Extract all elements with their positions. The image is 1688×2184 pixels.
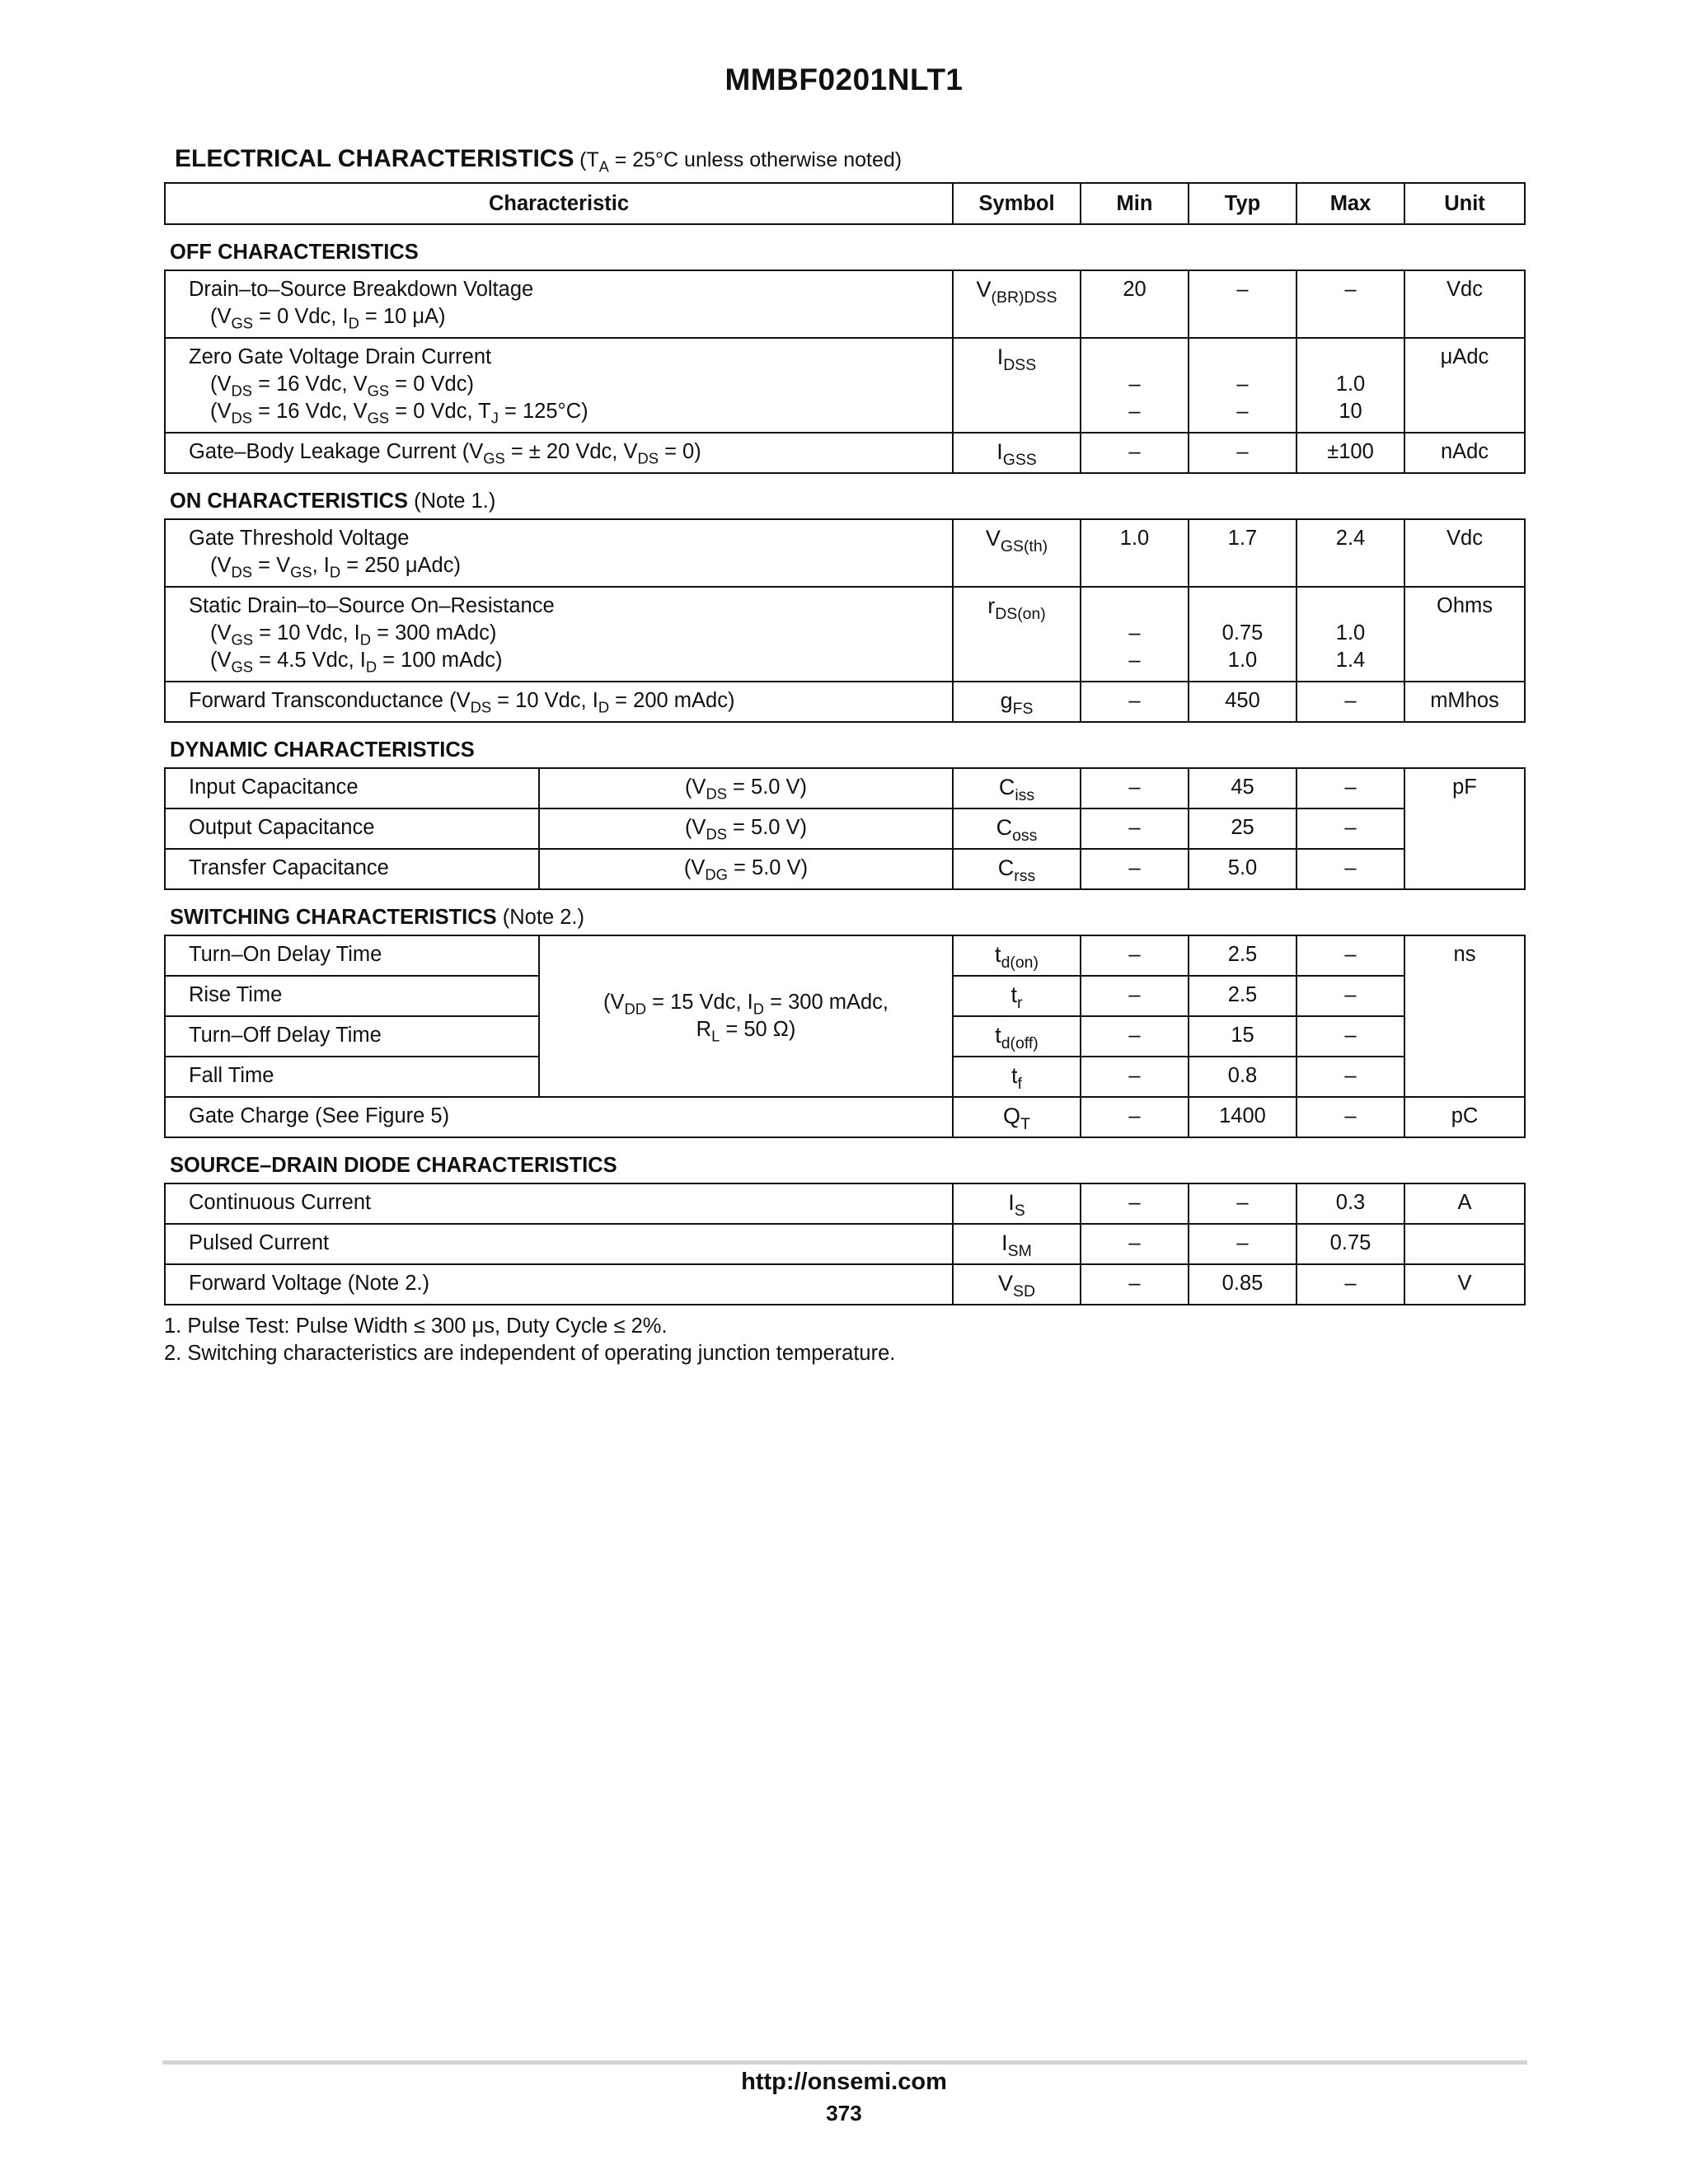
characteristic-cell: Gate Threshold Voltage ($V_{DS} = V_{GS}$, $I_D = 250$ μAdc) <box>165 519 953 587</box>
page-number: 373 <box>826 2101 862 2125</box>
characteristic-cell: Static Drain–to–Source On–Resistance ($V_{GS} = 10$ Vdc, $I_D = 300$ mAdc) ($V_{GS} = 4.5$ Vdc, $I_D = 100$ mAdc) <box>165 587 953 682</box>
typ-cell: 0.75 1.0 <box>1189 587 1296 682</box>
symbol-cell: $C_{oss}$ <box>953 808 1081 849</box>
symbol-cell: $I_{GSS}$ <box>953 433 1081 473</box>
characteristic-cell: Pulsed Current <box>165 1224 953 1264</box>
table-row <box>165 433 1525 473</box>
footer-divider <box>162 2060 1527 2064</box>
unit-cell: mMhos <box>1404 682 1525 722</box>
section-heading <box>175 145 903 176</box>
table-row <box>165 808 1525 849</box>
min-cell: – <box>1081 1057 1189 1097</box>
unit-cell: Vdc <box>1404 519 1525 587</box>
min-cell: – <box>1081 1016 1189 1057</box>
section-title-diode: SOURCE–DRAIN DIODE CHARACTERISTICS <box>165 1137 1525 1183</box>
typ-cell: 0.85 <box>1189 1264 1296 1305</box>
symbol-cell: $g_{FS}$ <box>953 682 1081 722</box>
symbol-cell: $t_f$ <box>953 1057 1081 1097</box>
col-header-max: Max <box>1296 183 1404 224</box>
section-row-dynamic <box>165 722 1525 768</box>
characteristic-cell: Turn–On Delay Time <box>165 935 539 976</box>
section-row-off <box>165 224 1525 270</box>
condition-cell: ($V_{DG} = 5.0$ V) <box>539 849 953 889</box>
table-row <box>165 338 1525 433</box>
section-title-on: ON CHARACTERISTICS (Note 1.) <box>165 473 1525 519</box>
characteristic-cell: Continuous Current <box>165 1183 953 1224</box>
typ-cell: 1.7 <box>1189 519 1296 587</box>
typ-cell: 45 <box>1189 768 1296 808</box>
characteristic-cell: Input Capacitance <box>165 768 539 808</box>
table-row <box>165 1097 1525 1137</box>
max-cell: – <box>1296 849 1404 889</box>
heading-label: ELECTRICAL CHARACTERISTICS <box>175 145 574 172</box>
footnote-1: 1. Pulse Test: Pulse Width ≤ 300 μs, Duty Cycle ≤ 2%. <box>164 1315 668 1338</box>
unit-cell: Ohms <box>1404 587 1525 682</box>
min-cell: – <box>1081 433 1189 473</box>
typ-cell: 15 <box>1189 1016 1296 1057</box>
footnote-2: 2. Switching characteristics are independent of operating junction temperature. <box>164 1342 896 1365</box>
typ-cell: – <box>1189 1224 1296 1264</box>
typ-cell: – <box>1189 433 1296 473</box>
symbol-cell: $I_{SM}$ <box>953 1224 1081 1264</box>
table-row <box>165 682 1525 722</box>
table-row <box>165 587 1525 682</box>
section-row-on <box>165 473 1525 519</box>
unit-cell: ns <box>1404 935 1525 1097</box>
table-row <box>165 768 1525 808</box>
unit-cell: V <box>1404 1264 1525 1305</box>
typ-cell: 2.5 <box>1189 935 1296 976</box>
table-row <box>165 935 1525 976</box>
section-title-switching: SWITCHING CHARACTERISTICS (Note 2.) <box>165 889 1525 935</box>
unit-cell: pF <box>1404 768 1525 889</box>
max-cell: 2.4 <box>1296 519 1404 587</box>
max-cell: – <box>1296 976 1404 1016</box>
characteristic-cell: Rise Time <box>165 976 539 1016</box>
characteristic-cell: Gate Charge (See Figure 5) <box>165 1097 953 1137</box>
typ-cell: 25 <box>1189 808 1296 849</box>
min-cell: – <box>1081 1264 1189 1305</box>
max-cell: – <box>1296 935 1404 976</box>
min-cell: – – <box>1081 587 1189 682</box>
typ-cell: 0.8 <box>1189 1057 1296 1097</box>
typ-cell: – <box>1189 270 1296 338</box>
typ-cell: 2.5 <box>1189 976 1296 1016</box>
max-cell: – <box>1296 1264 1404 1305</box>
max-cell: – <box>1296 808 1404 849</box>
table-row <box>165 1224 1525 1264</box>
section-row-diode <box>165 1137 1525 1183</box>
min-cell: – <box>1081 849 1189 889</box>
max-cell: – <box>1296 1057 1404 1097</box>
condition-cell: ($V_{DS} = 5.0$ V) <box>539 808 953 849</box>
min-cell: – <box>1081 682 1189 722</box>
typ-cell: 450 <box>1189 682 1296 722</box>
min-cell: – – <box>1081 338 1189 433</box>
max-cell: 1.0 1.4 <box>1296 587 1404 682</box>
max-cell: – <box>1296 1097 1404 1137</box>
characteristic-cell: Turn–Off Delay Time <box>165 1016 539 1057</box>
section-title-off: OFF CHARACTERISTICS <box>165 224 1525 270</box>
characteristic-cell: Gate–Body Leakage Current ($V_{GS}$ = ± 20 Vdc, $V_{DS} = 0$) <box>165 433 953 473</box>
table-row <box>165 1183 1525 1224</box>
max-cell: 0.3 <box>1296 1183 1404 1224</box>
max-cell: ±100 <box>1296 433 1404 473</box>
max-cell: – <box>1296 270 1404 338</box>
min-cell: 20 <box>1081 270 1189 338</box>
unit-cell: pC <box>1404 1097 1525 1137</box>
characteristic-cell: Fall Time <box>165 1057 539 1097</box>
characteristic-cell: Output Capacitance <box>165 808 539 849</box>
col-header-characteristic: Characteristic <box>165 183 953 224</box>
symbol-cell: $t_r$ <box>953 976 1081 1016</box>
unit-cell: nAdc <box>1404 433 1525 473</box>
symbol-cell: $V_{SD}$ <box>953 1264 1081 1305</box>
symbol-cell: $C_{rss}$ <box>953 849 1081 889</box>
unit-cell: Vdc <box>1404 270 1525 338</box>
characteristic-cell: Forward Transconductance ($V_{DS} = 10$ Vdc, $I_D = 200$ mAdc) <box>165 682 953 722</box>
characteristic-cell: Drain–to–Source Breakdown Voltage ($V_{GS} = 0$ Vdc, $I_D = 10$ μA) <box>165 270 953 338</box>
symbol-cell: $I_S$ <box>953 1183 1081 1224</box>
max-cell: 0.75 <box>1296 1224 1404 1264</box>
condition-cell: ($V_{DS} = 5.0$ V) <box>539 768 953 808</box>
characteristic-cell: Forward Voltage (Note 2.) <box>165 1264 953 1305</box>
symbol-cell: $r_{DS(on)}$ <box>953 587 1081 682</box>
col-header-unit: Unit <box>1404 183 1525 224</box>
table-row <box>165 519 1525 587</box>
min-cell: – <box>1081 1097 1189 1137</box>
min-cell: – <box>1081 768 1189 808</box>
symbol-cell: $V_{(BR)DSS}$ <box>953 270 1081 338</box>
switching-condition-cell: ($V_{DD} = 15$ Vdc, $I_D = 300$ mAdc, $R_L = 50$ Ω) <box>539 935 953 1097</box>
electrical-characteristics-table <box>164 182 1526 1305</box>
symbol-cell: $t_{d(on)}$ <box>953 935 1081 976</box>
min-cell: – <box>1081 808 1189 849</box>
characteristic-cell: Transfer Capacitance <box>165 849 539 889</box>
col-header-symbol: Symbol <box>953 183 1081 224</box>
symbol-cell: $t_{d(off)}$ <box>953 1016 1081 1057</box>
max-cell: – <box>1296 682 1404 722</box>
min-cell: – <box>1081 935 1189 976</box>
min-cell: – <box>1081 1224 1189 1264</box>
section-title-dynamic: DYNAMIC CHARACTERISTICS <box>165 722 1525 768</box>
section-row-switching <box>165 889 1525 935</box>
heading-condition: ($T_A = 25^\circ C$ unless otherwise noted) <box>579 148 903 176</box>
min-cell: – <box>1081 976 1189 1016</box>
table-row <box>165 849 1525 889</box>
unit-cell: A <box>1404 1183 1525 1224</box>
typ-cell: – <box>1189 1183 1296 1224</box>
typ-cell: – – <box>1189 338 1296 433</box>
col-header-min: Min <box>1081 183 1189 224</box>
max-cell: 1.0 10 <box>1296 338 1404 433</box>
characteristic-cell: Zero Gate Voltage Drain Current ($V_{DS} = 16$ Vdc, $V_{GS} = 0$ Vdc) ($V_{DS} = 16$ Vdc, $V_{GS} = 0$ Vdc, $T_J = 125^\circ C$) <box>165 338 953 433</box>
typ-cell: 5.0 <box>1189 849 1296 889</box>
unit-cell <box>1404 1224 1525 1264</box>
symbol-cell: $C_{iss}$ <box>953 768 1081 808</box>
col-header-typ: Typ <box>1189 183 1296 224</box>
symbol-cell: $Q_T$ <box>953 1097 1081 1137</box>
symbol-cell: $I_{DSS}$ <box>953 338 1081 433</box>
max-cell: – <box>1296 1016 1404 1057</box>
symbol-cell: $V_{GS(th)}$ <box>953 519 1081 587</box>
min-cell: – <box>1081 1183 1189 1224</box>
page-title: MMBF0201NLT1 <box>724 63 964 96</box>
max-cell: – <box>1296 768 1404 808</box>
footer-link[interactable]: http://onsemi.com <box>741 2069 947 2095</box>
unit-cell: μAdc <box>1404 338 1525 433</box>
min-cell: 1.0 <box>1081 519 1189 587</box>
table-header-row <box>165 183 1525 224</box>
table-row <box>165 1264 1525 1305</box>
table-row <box>165 270 1525 338</box>
typ-cell: 1400 <box>1189 1097 1296 1137</box>
footnotes <box>164 1313 895 1367</box>
